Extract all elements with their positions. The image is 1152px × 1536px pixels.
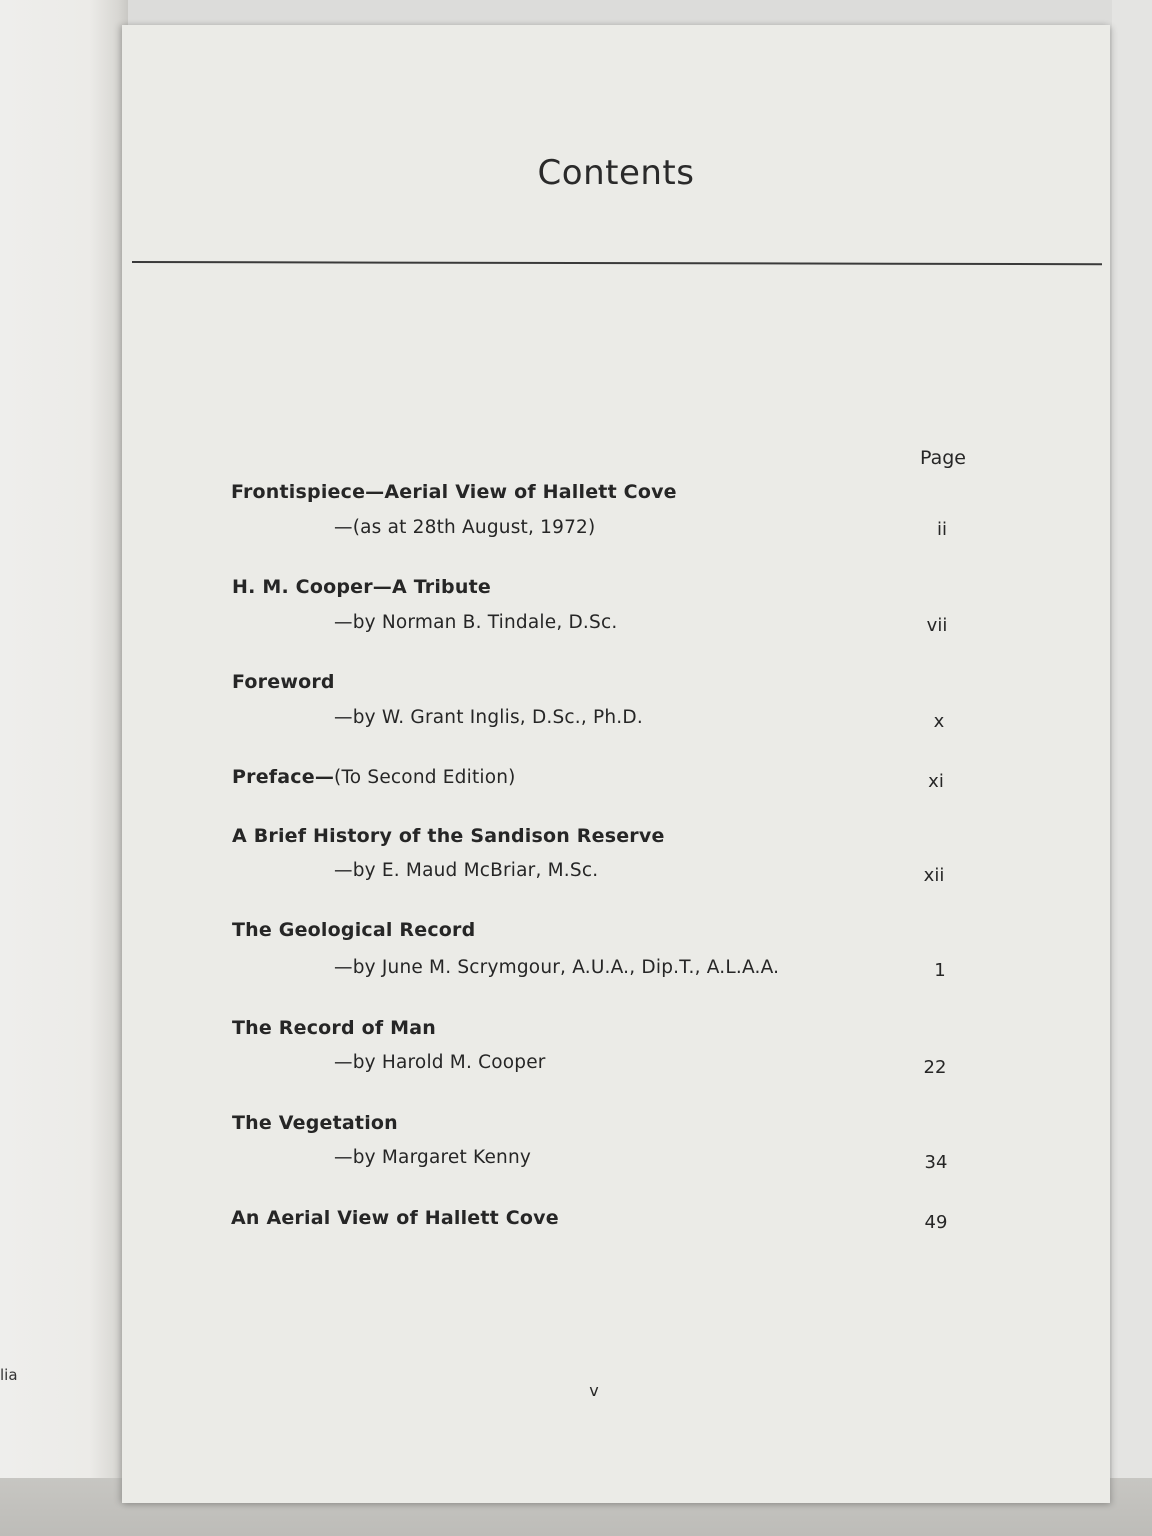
entry-title: An Aerial View of Hallett Cove — [231, 1207, 559, 1229]
background-right — [1112, 0, 1152, 1478]
entry-byline: —by Norman B. Tindale, D.Sc. — [334, 612, 618, 633]
entry-title-suffix: (To Second Edition) — [334, 767, 516, 788]
entry-page-number: ii — [936, 519, 947, 540]
entry-byline: —by W. Grant Inglis, D.Sc., Ph.D. — [334, 707, 643, 728]
folio-page-number: v — [589, 1381, 599, 1400]
entry-page-number: 34 — [924, 1152, 948, 1173]
contents-page — [122, 25, 1110, 1503]
title-rule — [132, 261, 1102, 265]
entry-byline: —by E. Maud McBriar, M.Sc. — [334, 860, 599, 881]
entry-page-number: xii — [923, 865, 945, 886]
entry-title: The Geological Record — [232, 919, 476, 941]
entry-title: The Vegetation — [232, 1112, 398, 1134]
entry-title: Preface— — [232, 766, 335, 788]
facing-page-text-fragment: lia — [0, 1366, 18, 1384]
entry-title: Frontispiece—Aerial View of Hallett Cove — [231, 481, 677, 503]
entry-title: A Brief History of the Sandison Reserve — [232, 825, 665, 847]
entry-byline: —by Margaret Kenny — [334, 1147, 532, 1168]
entry-page-number: 49 — [924, 1212, 948, 1233]
page-title: Contents — [537, 153, 695, 193]
entry-title-line — [232, 766, 516, 788]
entry-page-number: vii — [926, 615, 948, 636]
entry-page-number: xi — [928, 771, 944, 792]
entry-byline: —(as at 28th August, 1972) — [334, 517, 596, 538]
entry-byline: —by Harold M. Cooper — [334, 1052, 546, 1073]
entry-page-number: 22 — [923, 1057, 947, 1078]
entry-byline: —by June M. Scrymgour, A.U.A., Dip.T., A.L.A.A. — [334, 957, 780, 978]
entry-title: H. M. Cooper—A Tribute — [232, 576, 491, 598]
entry-page-number: x — [933, 711, 945, 732]
entry-title: The Record of Man — [232, 1017, 436, 1039]
entry-title: Foreword — [232, 671, 335, 693]
facing-page — [0, 0, 128, 1536]
page-column-label: Page — [920, 447, 966, 469]
entry-page-number: 1 — [934, 960, 946, 981]
